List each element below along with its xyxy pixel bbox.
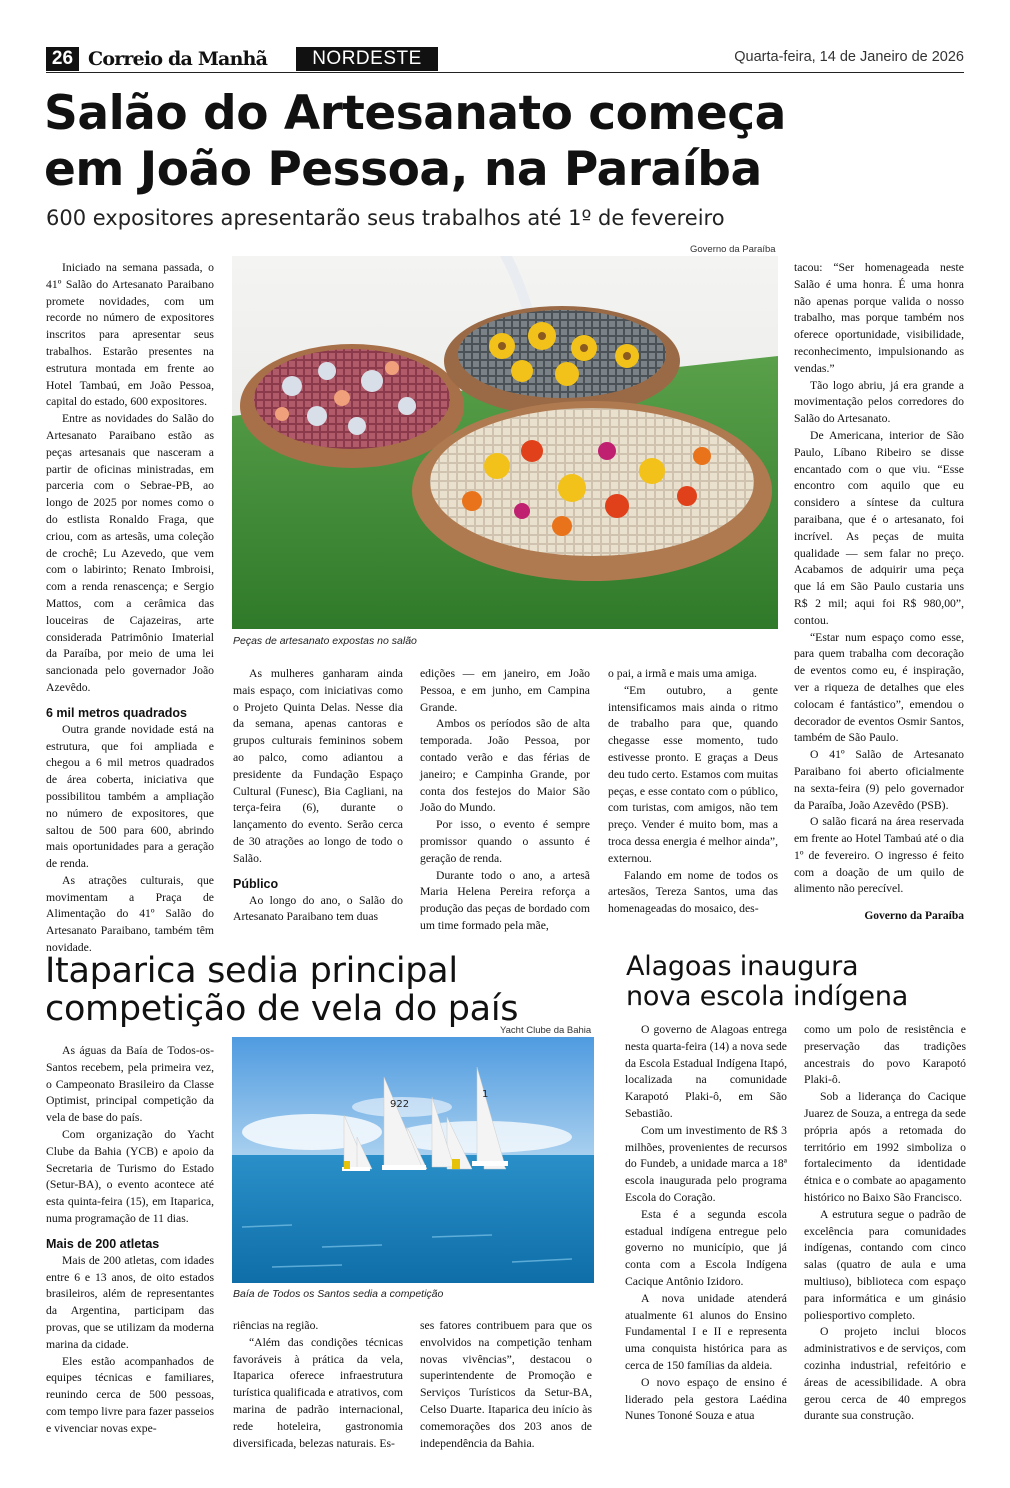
paragraph: Falando em nome de todos os artesãos, Tereza Santos, uma das homenageadas do mosaico, des- bbox=[608, 868, 778, 916]
paragraph: “Estar num espaço como esse, para quem trabalha com decoração de eventos como eu, é inspiração, ver a riqueza de detalhes que eles colocam é fantástico”, emendou o decorador de eventos Osmir Santos, também de São Paulo. bbox=[794, 630, 964, 745]
article2-column2 bbox=[233, 1318, 403, 1452]
headline-line1: Salão do Artesanato começa bbox=[44, 86, 786, 141]
article1-column2 bbox=[233, 666, 403, 926]
paragraph: Por isso, o evento é sempre promissor quando o assunto é geração de renda. bbox=[420, 818, 590, 865]
paragraph: Mais de 200 atletas, com idades entre 6 e 13 anos, de oito estados brasileiros, além de representantes da Argentina, participam das provas, que se utilizam da moderna marina da cidade. bbox=[46, 1253, 214, 1351]
edition-date: Quarta-feira, 14 de Janeiro de 2026 bbox=[734, 49, 964, 65]
paragraph: Durante todo o ano, a artesã Maria Helena Pereira reforça a produção das peças de bordado com um time formado pela mãe, bbox=[420, 868, 590, 932]
article1-column5 bbox=[794, 260, 964, 925]
article-signature: Governo da Paraíba bbox=[864, 910, 964, 923]
subheadline: 600 expositores apresentarão seus trabalhos até 1º de fevereiro bbox=[46, 206, 725, 230]
paragraph: As águas da Baía de Todos-os-Santos recebem, pela primeira vez, o Campeonato Brasileiro da Classe Optimist, principal competição da vela de base do país. bbox=[46, 1044, 214, 1125]
photo-caption: Baía de Todos os Santos sedia a competição bbox=[233, 1288, 444, 1300]
paragraph: Ambos os períodos são de alta temporada. João Pessoa, por contado verão e das férias de janeiro; e Campinha Grande, por conta dos festejos do Maior São João do Mundo. bbox=[420, 717, 590, 815]
paragraph: edições — em janeiro, em João Pessoa, e em junho, em Campina Grande. bbox=[420, 667, 590, 714]
paragraph: “Além das condições técnicas favoráveis à prática da vela, Itaparica oferece infraestrutura turística qualificada e atrativos, com marina de padrão internacional, rede hoteleira, gastronomia diversificada, belezas naturais. Es- bbox=[233, 1335, 403, 1450]
paragraph: “Em outubro, a gente intensificamos mais ainda o ritmo de trabalho para que, quando chegasse esse momento, tudo estivesse pronto. E graças a Deus deu tudo certo. Estamos com muitas peças, e esse contato com o público, com turistas, com amigos, não tem preço. Vender é muito bom, mas a troca dessa energia é melhor ainda”, externou. bbox=[608, 683, 778, 865]
paragraph: As mulheres ganharam ainda mais espaço, com iniciativas como o Projeto Quinta Delas. Nesse dia da semana, apenas cantoras e grupos culturais femininos sobem ao palco, como adiantou a presidente da Fundação Espaço Cultural (Funesc), Bia Cagliani, na terça-feira (6), durante o lançamento do evento. Serão cerca de 30 atrações ao longo de todo o Salão. bbox=[233, 667, 403, 865]
paragraph: tacou: “Ser homenageada neste Salão é uma honra. É uma honra não apenas porque valida o nosso trabalho, mas porque também nos oferece oportunidade, visibilidade, reconhecimento, impulsionando as vendas.” bbox=[794, 261, 964, 375]
page-number: 26 bbox=[46, 47, 79, 71]
paragraph: Tão logo abriu, já era grande a movimentação pelos corredores do Salão do Artesanato. bbox=[794, 378, 964, 426]
header-rule bbox=[46, 72, 964, 73]
paragraph: Entre as novidades do Salão do Artesanato Paraibano estão as peças artesanais que nasceram a partir de oficinas ministradas, em parceria com o Sebrae-PB, ao longo de 2025 por nomes como o do estlista Ronaldo Fraga, que criou, com as artesãs, uma coleção de crochê; Lu Azevedo, que vem com o labirinto; Renato Imbroisi, com a renda renascença; e Sergio Mattos, com a cerâmica das louceiras de Cajazeiras, arte considerada Patrimônio Imaterial da Paraíba, por meio de uma lei sancionada pelo governador João Azevêdo. bbox=[46, 412, 214, 694]
paragraph: A estrutura segue o padrão de excelência para comunidades indígenas, contando com cinco salas (quatro de aula e uma multiuso), biblioteca com espaço para informática e um ginásio poliesportivo completo. bbox=[804, 1207, 966, 1322]
paragraph: De Americana, interior de São Paulo, Líbano Ribeiro se disse encantado com o que viu. “Esse encontro com aquilo que eu considero a síntese da cultura paraibana, que é o artesanato, foi incrível. As peças de muita qualidade — sem falar no preço. Acabamos de adquirir uma peça que lá em São Paulo custaria uns R$ 2 mil; aqui foi R$ 980,00”, contou. bbox=[794, 428, 964, 627]
paragraph: O salão ficará na área reservada em frente ao Hotel Tambaú até o dia 1º de fevereiro. O ingresso é feito com a doação de um quilo de alimento não perecível. bbox=[794, 815, 964, 896]
paragraph: Iniciado na semana passada, o 41º Salão do Artesanato Paraibano promete novidades, com um recorde no número de expositores inscritos para apresentar seus trabalhos. Estarão presentes na estrutura montada em frente ao Hotel Tambaú, em João Pessoa, capital do estado, 600 expositores. bbox=[46, 261, 214, 409]
article3-column1 bbox=[625, 1022, 787, 1425]
paragraph: Com organização do Yacht Clube da Bahia (YCB) e apoio da Secretaria de Turismo do Estado (Setur-BA), o evento acontece até esta quinta-feira (15), em Itaparica, numa programação de 11 dias. bbox=[46, 1127, 214, 1225]
photo-credit: Yacht Clube da Bahia bbox=[500, 1025, 592, 1036]
article1-column4 bbox=[608, 666, 778, 918]
paragraph: O projeto inclui blocos administrativos e de serviços, com cozinha industrial, refeitório e áreas de acessibilidade. A obra gerou cerca de 40 empregos durante sua construção. bbox=[804, 1325, 966, 1423]
paragraph: Outra grande novidade está na estrutura, que foi ampliada e chegou a 6 mil metros quadrados de área coberta, iniciativa que possibilitou também a ampliação no número de expositores, que saltou de 500 para 600, abrindo mais oportunidades para a geração de renda. bbox=[46, 722, 214, 871]
headline-line1: Itaparica sedia principal bbox=[45, 951, 458, 991]
section-heading: 6 mil metros quadrados bbox=[46, 705, 188, 720]
headline-line1: Alagoas inaugura bbox=[626, 951, 859, 982]
paragraph: riências na região. bbox=[233, 1319, 319, 1332]
article2-column1 bbox=[46, 1043, 214, 1438]
crafts-photo bbox=[232, 256, 778, 629]
article2-column3 bbox=[420, 1318, 592, 1452]
headline-line2: em João Pessoa, na Paraíba bbox=[44, 142, 762, 197]
paragraph: o pai, a irmã e mais uma amiga. bbox=[608, 667, 757, 680]
paragraph: O governo de Alagoas entrega nesta quarta-feira (14) a nova sede da Escola Estadual Indígena Itapó, localizada na comunidade Karapotó Plaki-ô, em São Sebastião. bbox=[625, 1023, 787, 1120]
paragraph: como um polo de resistência e preservação das tradições ancestrais do povo Karapotó Plaki-ô. bbox=[804, 1023, 966, 1087]
section-heading: Público bbox=[233, 876, 279, 891]
paragraph: O 41º Salão de Artesanato Paraibano foi aberto oficialmente na sexta-feira (9) pelo governador da Paraíba, João Azevêdo (PSB). bbox=[794, 748, 964, 812]
paragraph: Ao longo do ano, o Salão do Artesanato Paraibano tem duas bbox=[233, 893, 403, 924]
headline-line2: nova escola indígena bbox=[626, 981, 909, 1012]
headline-line2: competição de vela do país bbox=[45, 989, 519, 1029]
paragraph: Com um investimento de R$ 3 milhões, provenientes de recursos do Fundeb, a unidade marca a 18ª escola inaugurada pelo programa Escola do Coração. bbox=[625, 1123, 787, 1204]
headline-itaparica bbox=[45, 952, 615, 1028]
masthead-logo: Correio da Manhã bbox=[88, 48, 268, 70]
photo-caption: Peças de artesanato expostas no salão bbox=[233, 635, 417, 647]
section-heading: Mais de 200 atletas bbox=[46, 1236, 160, 1251]
article1-column1 bbox=[46, 260, 214, 957]
sailing-photo bbox=[232, 1037, 594, 1283]
paragraph: As atrações culturais, que movimentam a Praça de Alimentação do 41º Salão do Artesanato Paraibano, também têm novidade. bbox=[46, 873, 214, 955]
paragraph: ses fatores contribuem para que os envolvidos na competição tenham novas vivências”, destacou o superintendente de Promoção e Serviços Turísticos da Setur-BA, Celso Duarte. Itaparica deu início às comemorações dos 203 anos de independência da Bahia. bbox=[420, 1319, 592, 1450]
section-tag: NORDESTE bbox=[296, 47, 438, 71]
article3-column2 bbox=[804, 1022, 966, 1425]
headline-main bbox=[44, 86, 964, 198]
paragraph: Sob a liderança do Cacique Juarez de Souza, a entrega da sede própria após a retomada do território em 1992 simboliza o fortalecimento da identidade étnica e o combate ao apagamento histórico no Baixo São Francisco. bbox=[804, 1090, 966, 1204]
paragraph: Eles estão acompanhados de equipes técnicas e familiares, reunindo cerca de 500 pessoas, com tempo livre para fazer passeios e vivenciar novas expe- bbox=[46, 1354, 214, 1435]
sail-number: 922 bbox=[390, 1099, 410, 1110]
paragraph: Esta é a segunda escola estadual indígena entregue pelo governo no município, que já conta com a Escola Indígena Cacique Antônio Izidoro. bbox=[625, 1207, 787, 1288]
headline-alagoas bbox=[626, 952, 966, 1012]
article1-column3 bbox=[420, 666, 590, 935]
photo-credit: Governo da Paraíba bbox=[690, 244, 776, 255]
paragraph: A nova unidade atenderá atualmente 61 alunos do Ensino Fundamental I e II e representa uma conquista histórica para as cerca de 150 famílias da aldeia. bbox=[625, 1291, 787, 1372]
sail-number: 1 bbox=[482, 1089, 489, 1100]
paragraph: O novo espaço de ensino é liderado pela gestora Laédina Nunes Tononé Souza e atua bbox=[625, 1375, 787, 1423]
